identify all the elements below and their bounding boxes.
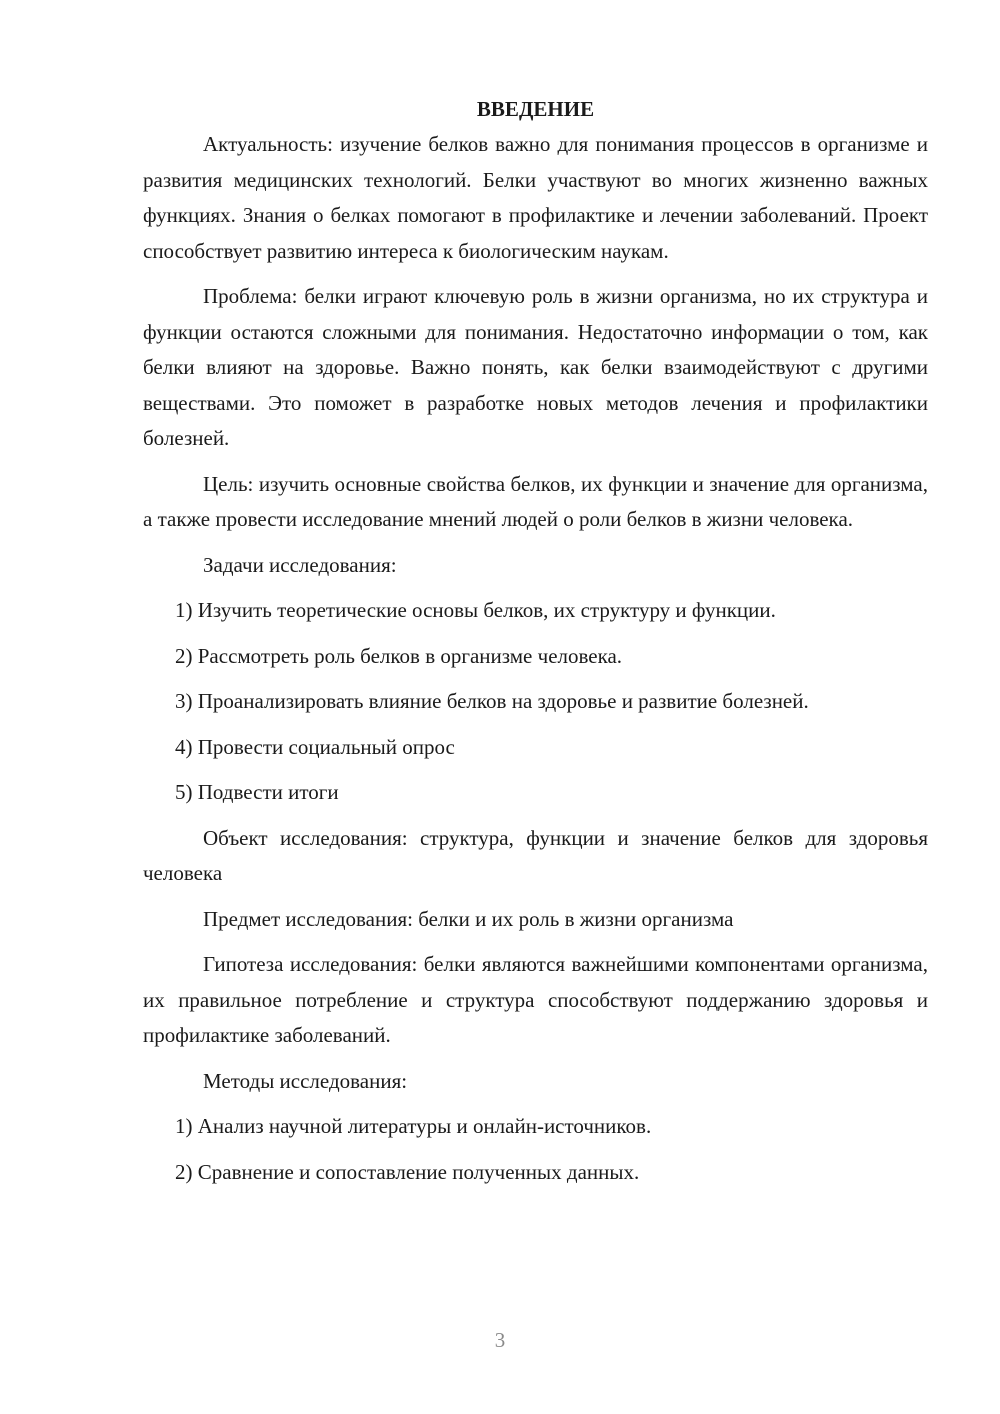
method-item-2: 2) Сравнение и сопоставление полученных данных. xyxy=(175,1159,640,1184)
method-item-1: 1) Анализ научной литературы и онлайн-источников. xyxy=(175,1114,652,1138)
tasks-heading: Задачи исследования: xyxy=(203,552,397,577)
page-number: 3 xyxy=(494,1328,506,1352)
problem-paragraph: Проблема: белки играют ключевую роль в жизни организма, но их структура и функции остаются сложными для понимания. Недостаточно информации о том, как белки влияют на здоровье. Важно понять, как белки взаимодействуют с другими веществами. Это поможет в разработке новых методов лечения и профилактики болезней. xyxy=(143,284,928,450)
task-item-4: 4) Провести социальный опрос xyxy=(175,734,455,759)
section-title: ВВЕДЕНИЕ xyxy=(476,97,595,121)
goal-paragraph: Цель: изучить основные свойства белков, их функции и значение для организма, а также провести исследование мнений людей о роли белков в жизни человека. xyxy=(143,471,928,531)
subject-paragraph: Предмет исследования: белки и их роль в жизни организма xyxy=(203,906,734,931)
task-item-2: 2) Рассмотреть роль белков в организме человека. xyxy=(175,643,623,668)
task-item-3: 3) Проанализировать влияние белков на здоровье и развитие болезней. xyxy=(175,689,809,713)
page-content xyxy=(143,92,928,1200)
methods-heading: Методы исследования: xyxy=(203,1068,408,1093)
object-paragraph: Объект исследования: структура, функции и значение белков для здоровья человека xyxy=(143,825,928,885)
task-item-1: 1) Изучить теоретические основы белков, их структуру и функции. xyxy=(175,598,776,622)
task-item-5: 5) Подвести итоги xyxy=(175,780,339,804)
hypothesis-paragraph: Гипотеза исследования: белки являются важнейшими компонентами организма, их правильное потребление и структура способствуют поддержанию здоровья и профилактике заболеваний. xyxy=(143,952,928,1047)
relevance-paragraph: Актуальность: изучение белков важно для понимания процессов в организме и развития медицинских технологий. Белки участвуют во многих жизненно важных функциях. Знания о белках помогают в профилактике и лечении заболеваний. Проект способствует развитию интереса к биологическим наукам. xyxy=(143,132,928,263)
